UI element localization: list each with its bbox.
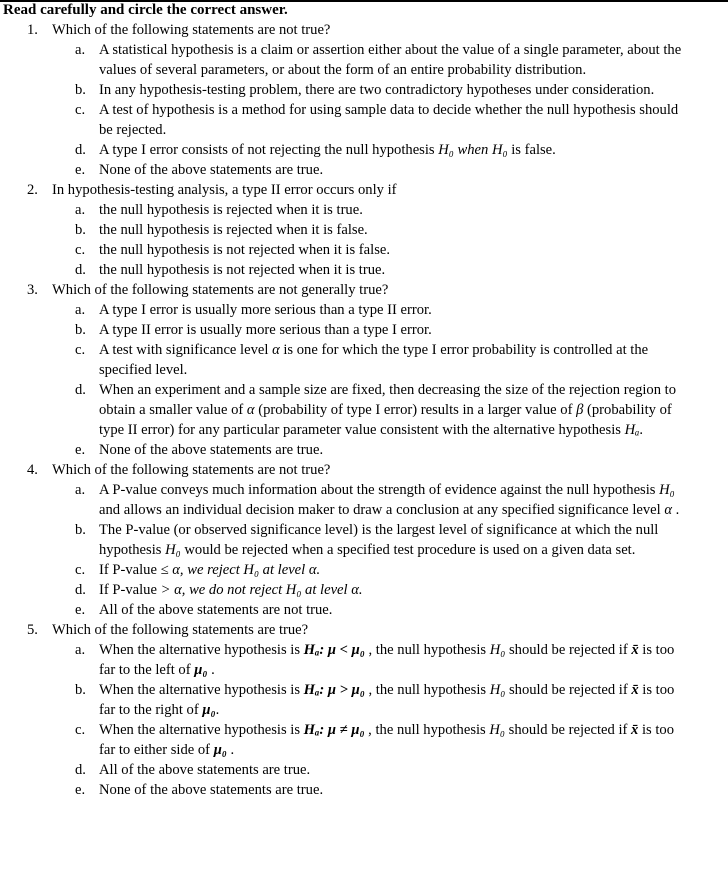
question-1 (0, 20, 728, 180)
option-list (52, 300, 708, 460)
question-text: Which of the following statements are not true? (52, 22, 331, 38)
question-number: 5. (27, 622, 38, 638)
question-number: 3. (27, 282, 38, 298)
option-text: the null hypothesis is rejected when it is true. (99, 202, 363, 218)
option-letter: d. (75, 262, 86, 278)
option-text: is one for which the type I error probability is controlled at the specified level. (99, 342, 649, 378)
option-text: If P-value (99, 562, 161, 578)
option-text: should be rejected if (505, 682, 632, 698)
option-letter: b. (75, 682, 86, 698)
option-text: If P-value (99, 582, 161, 598)
math-expression: Hₐ: μ ≠ μ₀ (303, 722, 365, 738)
math-expression: x̄ (631, 722, 639, 738)
option-text: . (226, 742, 235, 758)
option-text: When the alternative hypothesis is (99, 642, 304, 658)
option-letter: c. (75, 562, 86, 578)
option-text: When the alternative hypothesis is (99, 722, 304, 738)
option-text: A P-value conveys much information about the strength of evidence against the null hypothesis (99, 482, 660, 498)
option-letter: a. (75, 642, 86, 658)
option-letter: b. (75, 222, 86, 238)
math-expression: H₀ (489, 642, 506, 658)
option-letter: a. (75, 42, 86, 58)
option-letter: e. (75, 602, 86, 618)
option-text: A type II error is usually more serious than a type I error. (99, 322, 432, 338)
math-expression: α (246, 402, 255, 418)
option-text: should be rejected if (505, 722, 632, 738)
option-text: (probability of type I error) results in a larger value of (254, 402, 577, 418)
instructions-heading: Read carefully and circle the correct answer. (3, 2, 288, 18)
option-text: (probability of type II error) for any particular parameter value consistent with the alternative hypothesis (99, 402, 672, 438)
option-text: A test with significance level (99, 342, 273, 358)
option-text: All of the above statements are not true. (99, 602, 333, 618)
option-5c[interactable] (0, 720, 708, 760)
question-3 (0, 280, 728, 460)
option-text: , the null hypothesis (364, 642, 490, 658)
math-expression: H₀ (165, 542, 181, 558)
option-list (52, 40, 708, 180)
math-expression: μ₀ (213, 742, 227, 758)
question-text: Which of the following statements are not true? (52, 462, 331, 478)
math-expression: α (272, 342, 280, 358)
option-text: . (207, 662, 215, 678)
option-4e[interactable] (0, 600, 708, 620)
question-text: Which of the following statements are true? (52, 622, 309, 638)
option-2b[interactable] (0, 220, 708, 240)
option-4d[interactable] (0, 580, 708, 600)
option-letter: d. (75, 762, 86, 778)
option-text: . (672, 502, 680, 518)
option-text: A test of hypothesis is a method for using sample data to decide whether the null hypothesis should be rejected. (99, 102, 679, 138)
option-text: The P-value (or observed significance level) is the largest level of significance at which the null hypothesis (99, 522, 659, 558)
option-4c[interactable] (0, 560, 708, 580)
option-letter: e. (75, 162, 86, 178)
question-4 (0, 460, 728, 620)
option-3c[interactable] (0, 340, 708, 380)
option-text: , the null hypothesis (364, 722, 490, 738)
option-text: the null hypothesis is rejected when it is false. (99, 222, 368, 238)
option-1c[interactable] (0, 100, 708, 140)
option-3d[interactable] (0, 380, 708, 440)
option-text: . (215, 702, 220, 718)
math-expression: α (664, 502, 672, 518)
option-text: should be rejected if (505, 642, 632, 658)
option-letter: a. (75, 482, 86, 498)
option-text: A type I error is usually more serious than a type II error. (99, 302, 432, 318)
math-expression: H₀ when H₀ (438, 142, 508, 158)
option-4a[interactable] (0, 480, 708, 520)
option-text: is too far to either side of (99, 722, 675, 758)
option-letter: b. (75, 322, 86, 338)
option-text: In any hypothesis-testing problem, there are two contradictory hypotheses under consideration. (99, 82, 655, 98)
question-text: In hypothesis-testing analysis, a type II error occurs only if (52, 182, 397, 198)
question-2 (0, 180, 728, 280)
option-text: None of the above statements are true. (99, 782, 324, 798)
option-text: is too far to the right of (99, 682, 675, 718)
option-letter: c. (75, 102, 86, 118)
option-text: A type I error consists of not rejecting the null hypothesis (99, 142, 439, 158)
option-letter: d. (75, 582, 86, 598)
option-text: All of the above statements are true. (99, 762, 311, 778)
math-expression: Hₐ: μ > μ₀ (303, 682, 365, 698)
math-expression: μ₀ (202, 702, 216, 718)
math-expression: μ₀ (194, 662, 208, 678)
option-2a[interactable] (0, 200, 708, 220)
option-2c[interactable] (0, 240, 708, 260)
question-text: Which of the following statements are not generally true? (52, 282, 389, 298)
option-2d[interactable] (0, 260, 708, 280)
option-text: the null hypothesis is not rejected when it is false. (99, 242, 391, 258)
option-text: , the null hypothesis (364, 682, 490, 698)
option-letter: b. (75, 522, 86, 538)
math-expression: H₀ (489, 682, 506, 698)
option-1b[interactable] (0, 80, 708, 100)
option-text: and allows an individual decision maker to draw a conclusion at any specified significance level (99, 502, 665, 518)
option-letter: e. (75, 442, 86, 458)
option-1a[interactable] (0, 40, 708, 80)
option-1e[interactable] (0, 160, 708, 180)
option-letter: d. (75, 142, 86, 158)
option-3e[interactable] (0, 440, 708, 460)
math-expression: β (576, 402, 584, 418)
question-number: 2. (27, 182, 38, 198)
question-number: 1. (27, 22, 38, 38)
option-list (52, 200, 708, 280)
option-text: . (639, 422, 644, 438)
option-letter: d. (75, 382, 86, 398)
option-1d[interactable] (0, 140, 708, 160)
question-number: 4. (27, 462, 38, 478)
question-list (0, 20, 728, 800)
option-text: None of the above statements are true. (99, 442, 324, 458)
option-text: When the alternative hypothesis is (99, 682, 304, 698)
option-text: None of the above statements are true. (99, 162, 324, 178)
option-text: the null hypothesis is not rejected when it is true. (99, 262, 386, 278)
option-5a[interactable] (0, 640, 708, 680)
option-text: When an experiment and a sample size are fixed, then decreasing the size of the rejection region to obtain a smaller value of (99, 382, 677, 418)
question-5 (0, 620, 728, 800)
option-letter: a. (75, 302, 86, 318)
option-list (52, 480, 708, 620)
math-expression: Hₐ: μ < μ₀ (303, 642, 365, 658)
math-expression: x̄ (631, 642, 639, 658)
math-expression: ≤ α, we reject H₀ at level α. (160, 562, 321, 578)
option-5d[interactable] (0, 760, 708, 780)
option-letter: a. (75, 202, 86, 218)
option-text: is too far to the left of (99, 642, 675, 678)
math-expression: > α, we do not reject H₀ at level α. (160, 582, 363, 598)
math-expression: Hₐ (624, 422, 640, 438)
option-text: is false. (507, 142, 556, 158)
math-expression: x̄ (631, 682, 639, 698)
option-letter: e. (75, 782, 86, 798)
option-text: A statistical hypothesis is a claim or assertion either about the value of a single parameter, about the values of several parameters, or about the form of an entire probability distribution. (99, 42, 682, 78)
option-letter: c. (75, 242, 86, 258)
option-3a[interactable] (0, 300, 708, 320)
option-text: would be rejected when a specified test procedure is used on a given data set. (180, 542, 636, 558)
option-5b[interactable] (0, 680, 708, 720)
math-expression: H₀ (659, 482, 675, 498)
option-letter: c. (75, 722, 86, 738)
option-3b[interactable] (0, 320, 708, 340)
option-list (52, 640, 708, 800)
math-expression: H₀ (489, 722, 506, 738)
option-letter: b. (75, 82, 86, 98)
option-letter: c. (75, 342, 86, 358)
option-5e[interactable] (0, 780, 708, 800)
option-4b[interactable] (0, 520, 708, 560)
